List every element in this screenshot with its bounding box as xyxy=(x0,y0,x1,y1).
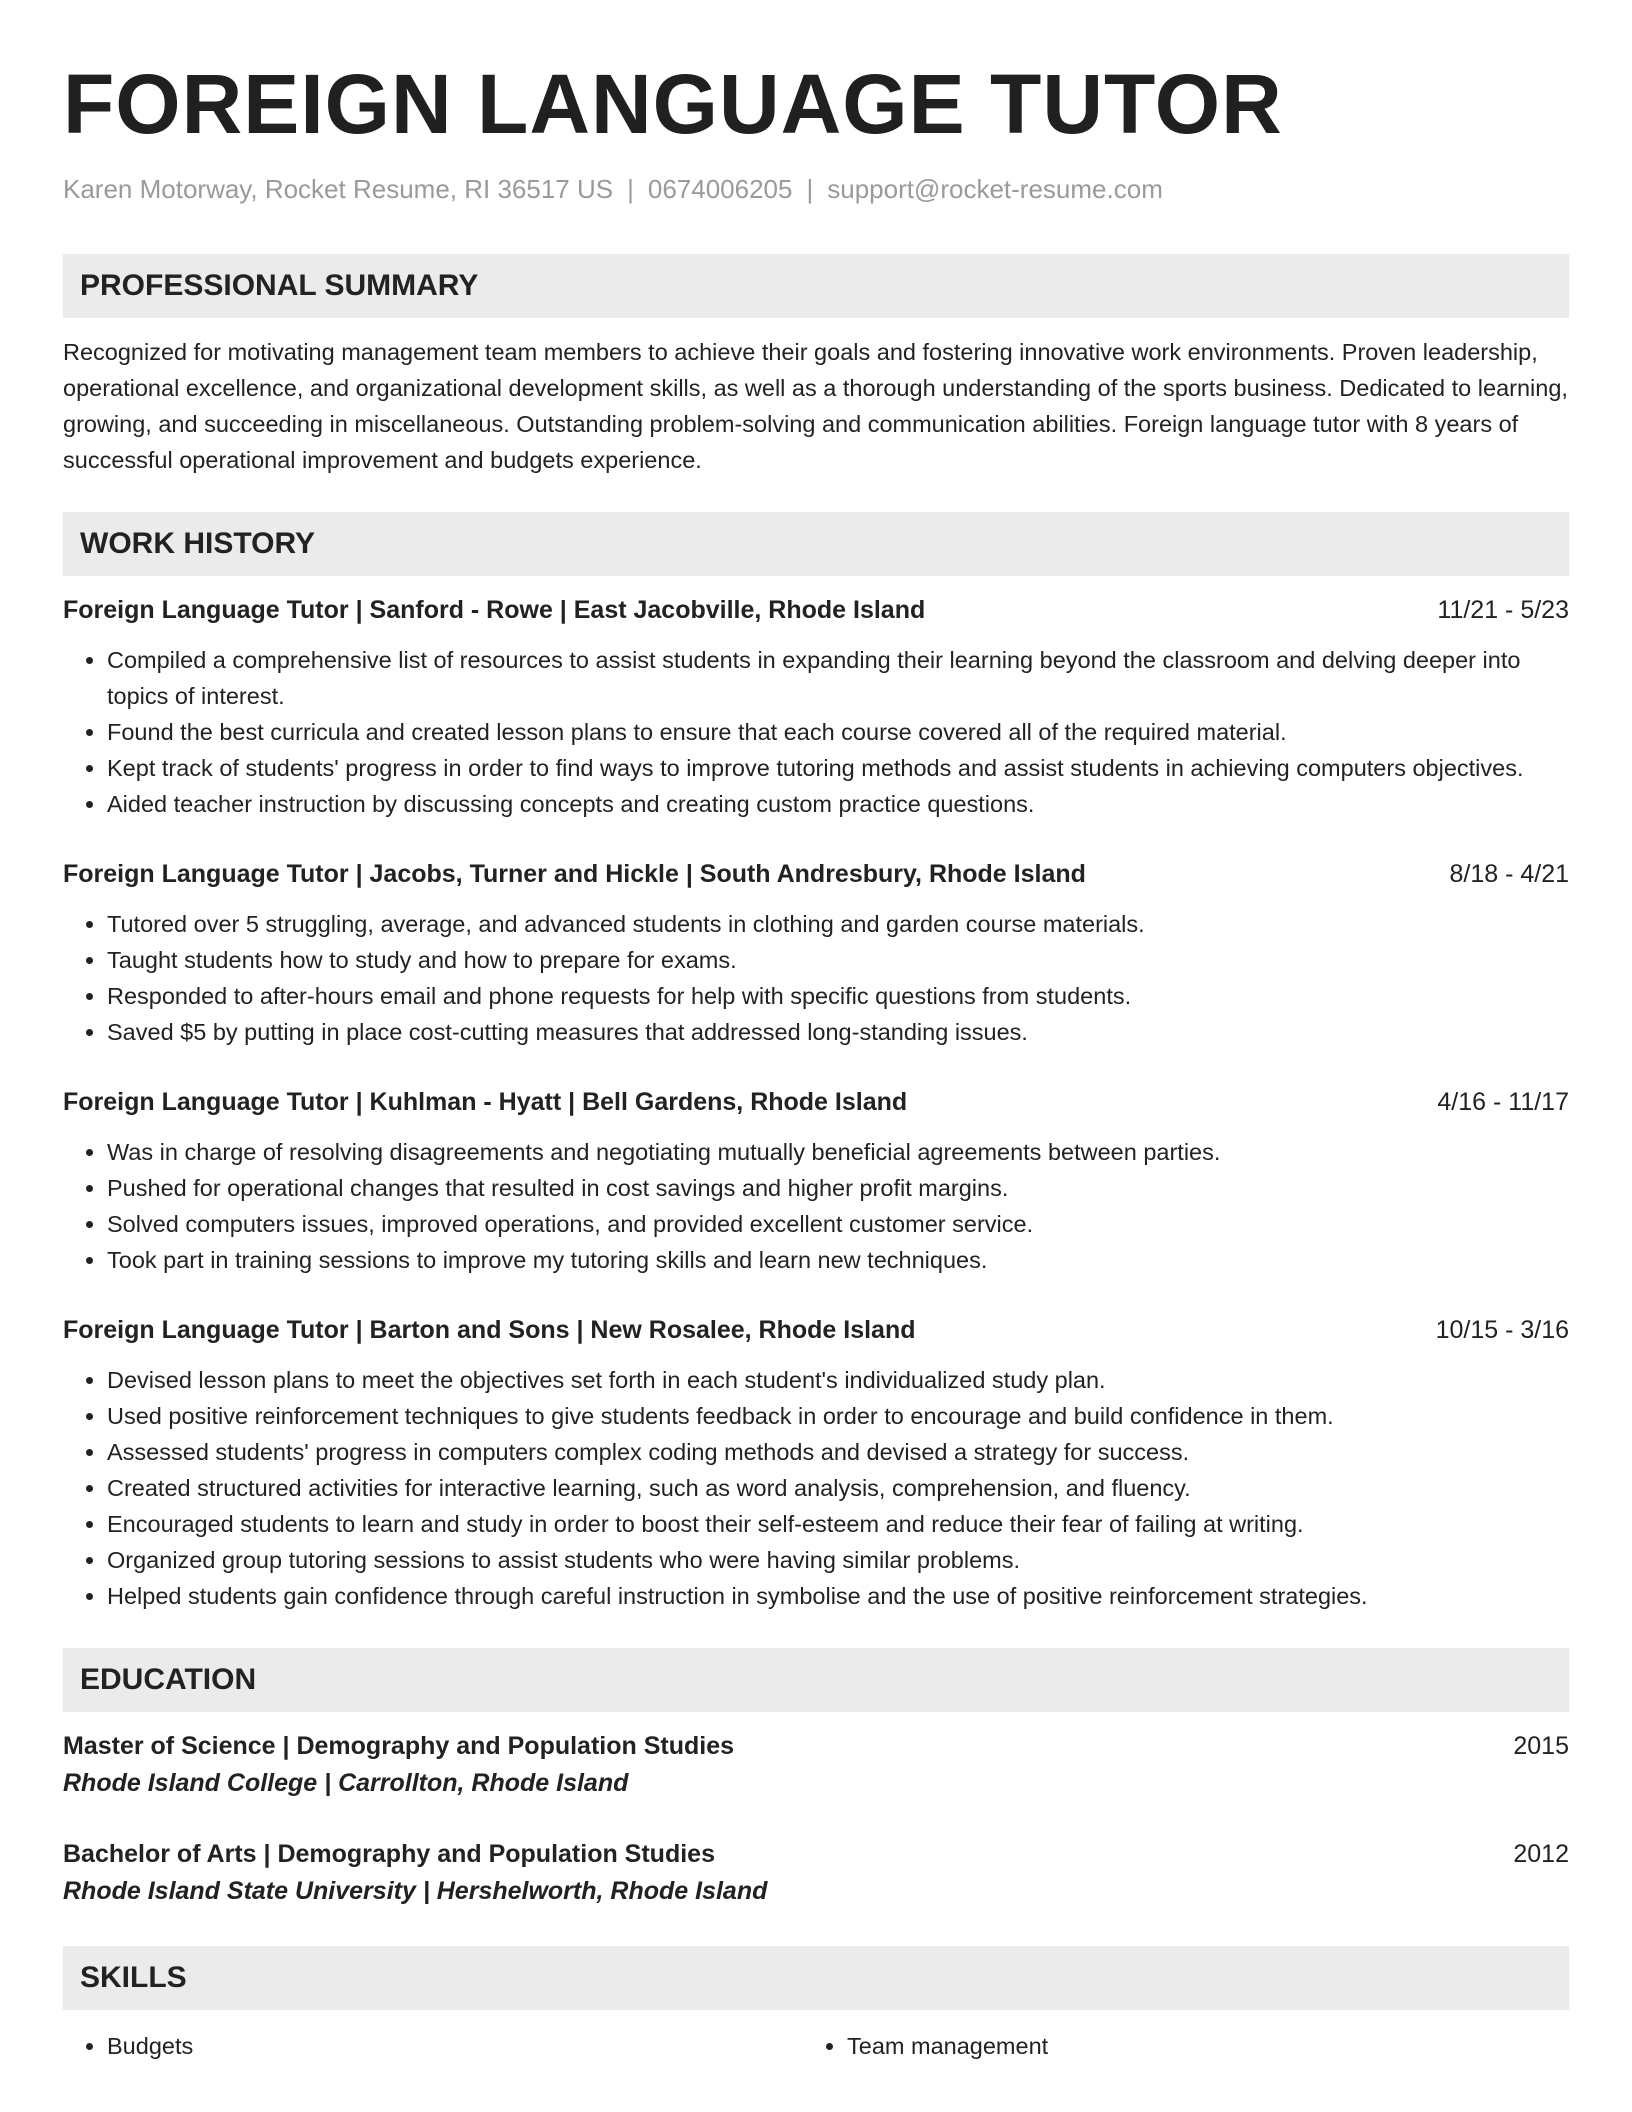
skills-list xyxy=(63,2028,1569,2064)
job-dates: 11/21 - 5/23 xyxy=(1437,596,1569,624)
education-school: Rhode Island State University | Hershelworth, Rhode Island xyxy=(63,1877,768,1905)
list-item: • Aided teacher instruction by discussing concepts and creating custom practice questions. xyxy=(107,786,1569,822)
job-entry xyxy=(63,1084,1569,1278)
section-heading-work-history: WORK HISTORY xyxy=(63,512,1569,576)
education-header xyxy=(63,1728,1569,1764)
list-item: • Organized group tutoring sessions to assist students who were having similar problems. xyxy=(107,1542,1569,1578)
list-item: • Devised lesson plans to meet the objectives set forth in each student's individualized study plan. xyxy=(107,1362,1569,1398)
job-entry xyxy=(63,1312,1569,1614)
list-item: • Tutored over 5 struggling, average, and advanced students in clothing and garden course materials. xyxy=(107,906,1569,942)
job-bullets xyxy=(63,906,1569,1050)
section-heading-summary: PROFESSIONAL SUMMARY xyxy=(63,254,1569,318)
contact-line xyxy=(63,172,1569,206)
job-dates: 8/18 - 4/21 xyxy=(1449,860,1569,888)
education-year: 2012 xyxy=(1513,1840,1569,1868)
list-item: • Helped students gain confidence through careful instruction in symbolise and the use of positive reinforcement strategies. xyxy=(107,1578,1569,1614)
job-entry xyxy=(63,592,1569,822)
education-year: 2015 xyxy=(1513,1732,1569,1760)
list-item: • Took part in training sessions to improve my tutoring skills and learn new techniques. xyxy=(107,1242,1569,1278)
contact-email: support@rocket-resume.com xyxy=(827,174,1163,204)
job-dates: 10/15 - 3/16 xyxy=(1435,1316,1569,1344)
list-item: • Pushed for operational changes that resulted in cost savings and higher profit margins. xyxy=(107,1170,1569,1206)
contact-separator: | xyxy=(806,174,814,204)
list-item: • Encouraged students to learn and study in order to boost their self-esteem and reduce their fear of failing at writing. xyxy=(107,1506,1569,1542)
job-header xyxy=(63,1312,1569,1348)
list-item: • Team management xyxy=(847,2028,1543,2064)
job-header xyxy=(63,856,1569,892)
job-bullets xyxy=(63,1362,1569,1614)
education-entry xyxy=(63,1836,1569,1910)
job-entry xyxy=(63,856,1569,1050)
job-header xyxy=(63,1084,1569,1120)
job-header xyxy=(63,592,1569,628)
list-item: • Responded to after-hours email and phone requests for help with specific questions from students. xyxy=(107,978,1569,1014)
education-school: Rhode Island College | Carrollton, Rhode Island xyxy=(63,1769,629,1797)
list-item: • Kept track of students' progress in order to find ways to improve tutoring methods and assist students in achieving computers objectives. xyxy=(107,750,1569,786)
list-item: • Used positive reinforcement techniques to give students feedback in order to encourage and build confidence in them. xyxy=(107,1398,1569,1434)
contact-phone: 0674006205 xyxy=(647,174,793,204)
job-bullets xyxy=(63,642,1569,822)
job-title: Foreign Language Tutor | Barton and Sons | New Rosalee, Rhode Island xyxy=(63,1316,916,1344)
section-heading-education: EDUCATION xyxy=(63,1648,1569,1712)
list-item: • Solved computers issues, improved operations, and provided excellent customer service. xyxy=(107,1206,1569,1242)
contact-separator: | xyxy=(627,174,634,204)
education-header xyxy=(63,1836,1569,1872)
resume-title: FOREIGN LANGUAGE TUTOR xyxy=(63,57,1283,151)
list-item: • Found the best curricula and created lesson plans to ensure that each course covered all of the required material. xyxy=(107,714,1569,750)
education-degree: Master of Science | Demography and Population Studies xyxy=(63,1732,735,1760)
education-degree: Bachelor of Arts | Demography and Population Studies xyxy=(63,1840,715,1868)
summary-text: Recognized for motivating management team members to achieve their goals and fostering innovative work environments. Proven leadership, operational excellence, and organizational development skills, as well as a thorough understanding of the sports business. Dedicated to learning, growing, and succeeding in miscellaneous. Outstanding problem-solving and communication abilities. Foreign language tutor with 8 years of successful operational improvement and budgets experience. xyxy=(63,339,1568,473)
job-bullets xyxy=(63,1134,1569,1278)
list-item: • Budgets xyxy=(107,2028,803,2064)
skills-column-left xyxy=(63,2028,803,2064)
job-dates: 4/16 - 11/17 xyxy=(1437,1088,1569,1116)
section-heading-skills: SKILLS xyxy=(63,1946,1569,2010)
list-item: • Taught students how to study and how to prepare for exams. xyxy=(107,942,1569,978)
job-title: Foreign Language Tutor | Jacobs, Turner and Hickle | South Andresbury, Rhode Island xyxy=(63,860,1086,888)
job-title: Foreign Language Tutor | Kuhlman - Hyatt | Bell Gardens, Rhode Island xyxy=(63,1088,908,1116)
list-item: • Created structured activities for interactive learning, such as word analysis, comprehension, and fluency. xyxy=(107,1470,1569,1506)
list-item: • Compiled a comprehensive list of resources to assist students in expanding their learning beyond the classroom and delving deeper into topics of interest. xyxy=(107,642,1569,714)
list-item: • Saved $5 by putting in place cost-cutting measures that addressed long-standing issues. xyxy=(107,1014,1569,1050)
skills-column-right xyxy=(803,2028,1543,2064)
list-item: • Assessed students' progress in computers complex coding methods and devised a strategy for success. xyxy=(107,1434,1569,1470)
job-title: Foreign Language Tutor | Sanford - Rowe | East Jacobville, Rhode Island xyxy=(63,596,926,624)
education-entry xyxy=(63,1728,1569,1802)
contact-address: Karen Motorway, Rocket Resume, RI 36517 US xyxy=(63,174,614,204)
list-item: • Was in charge of resolving disagreements and negotiating mutually beneficial agreements between parties. xyxy=(107,1134,1569,1170)
